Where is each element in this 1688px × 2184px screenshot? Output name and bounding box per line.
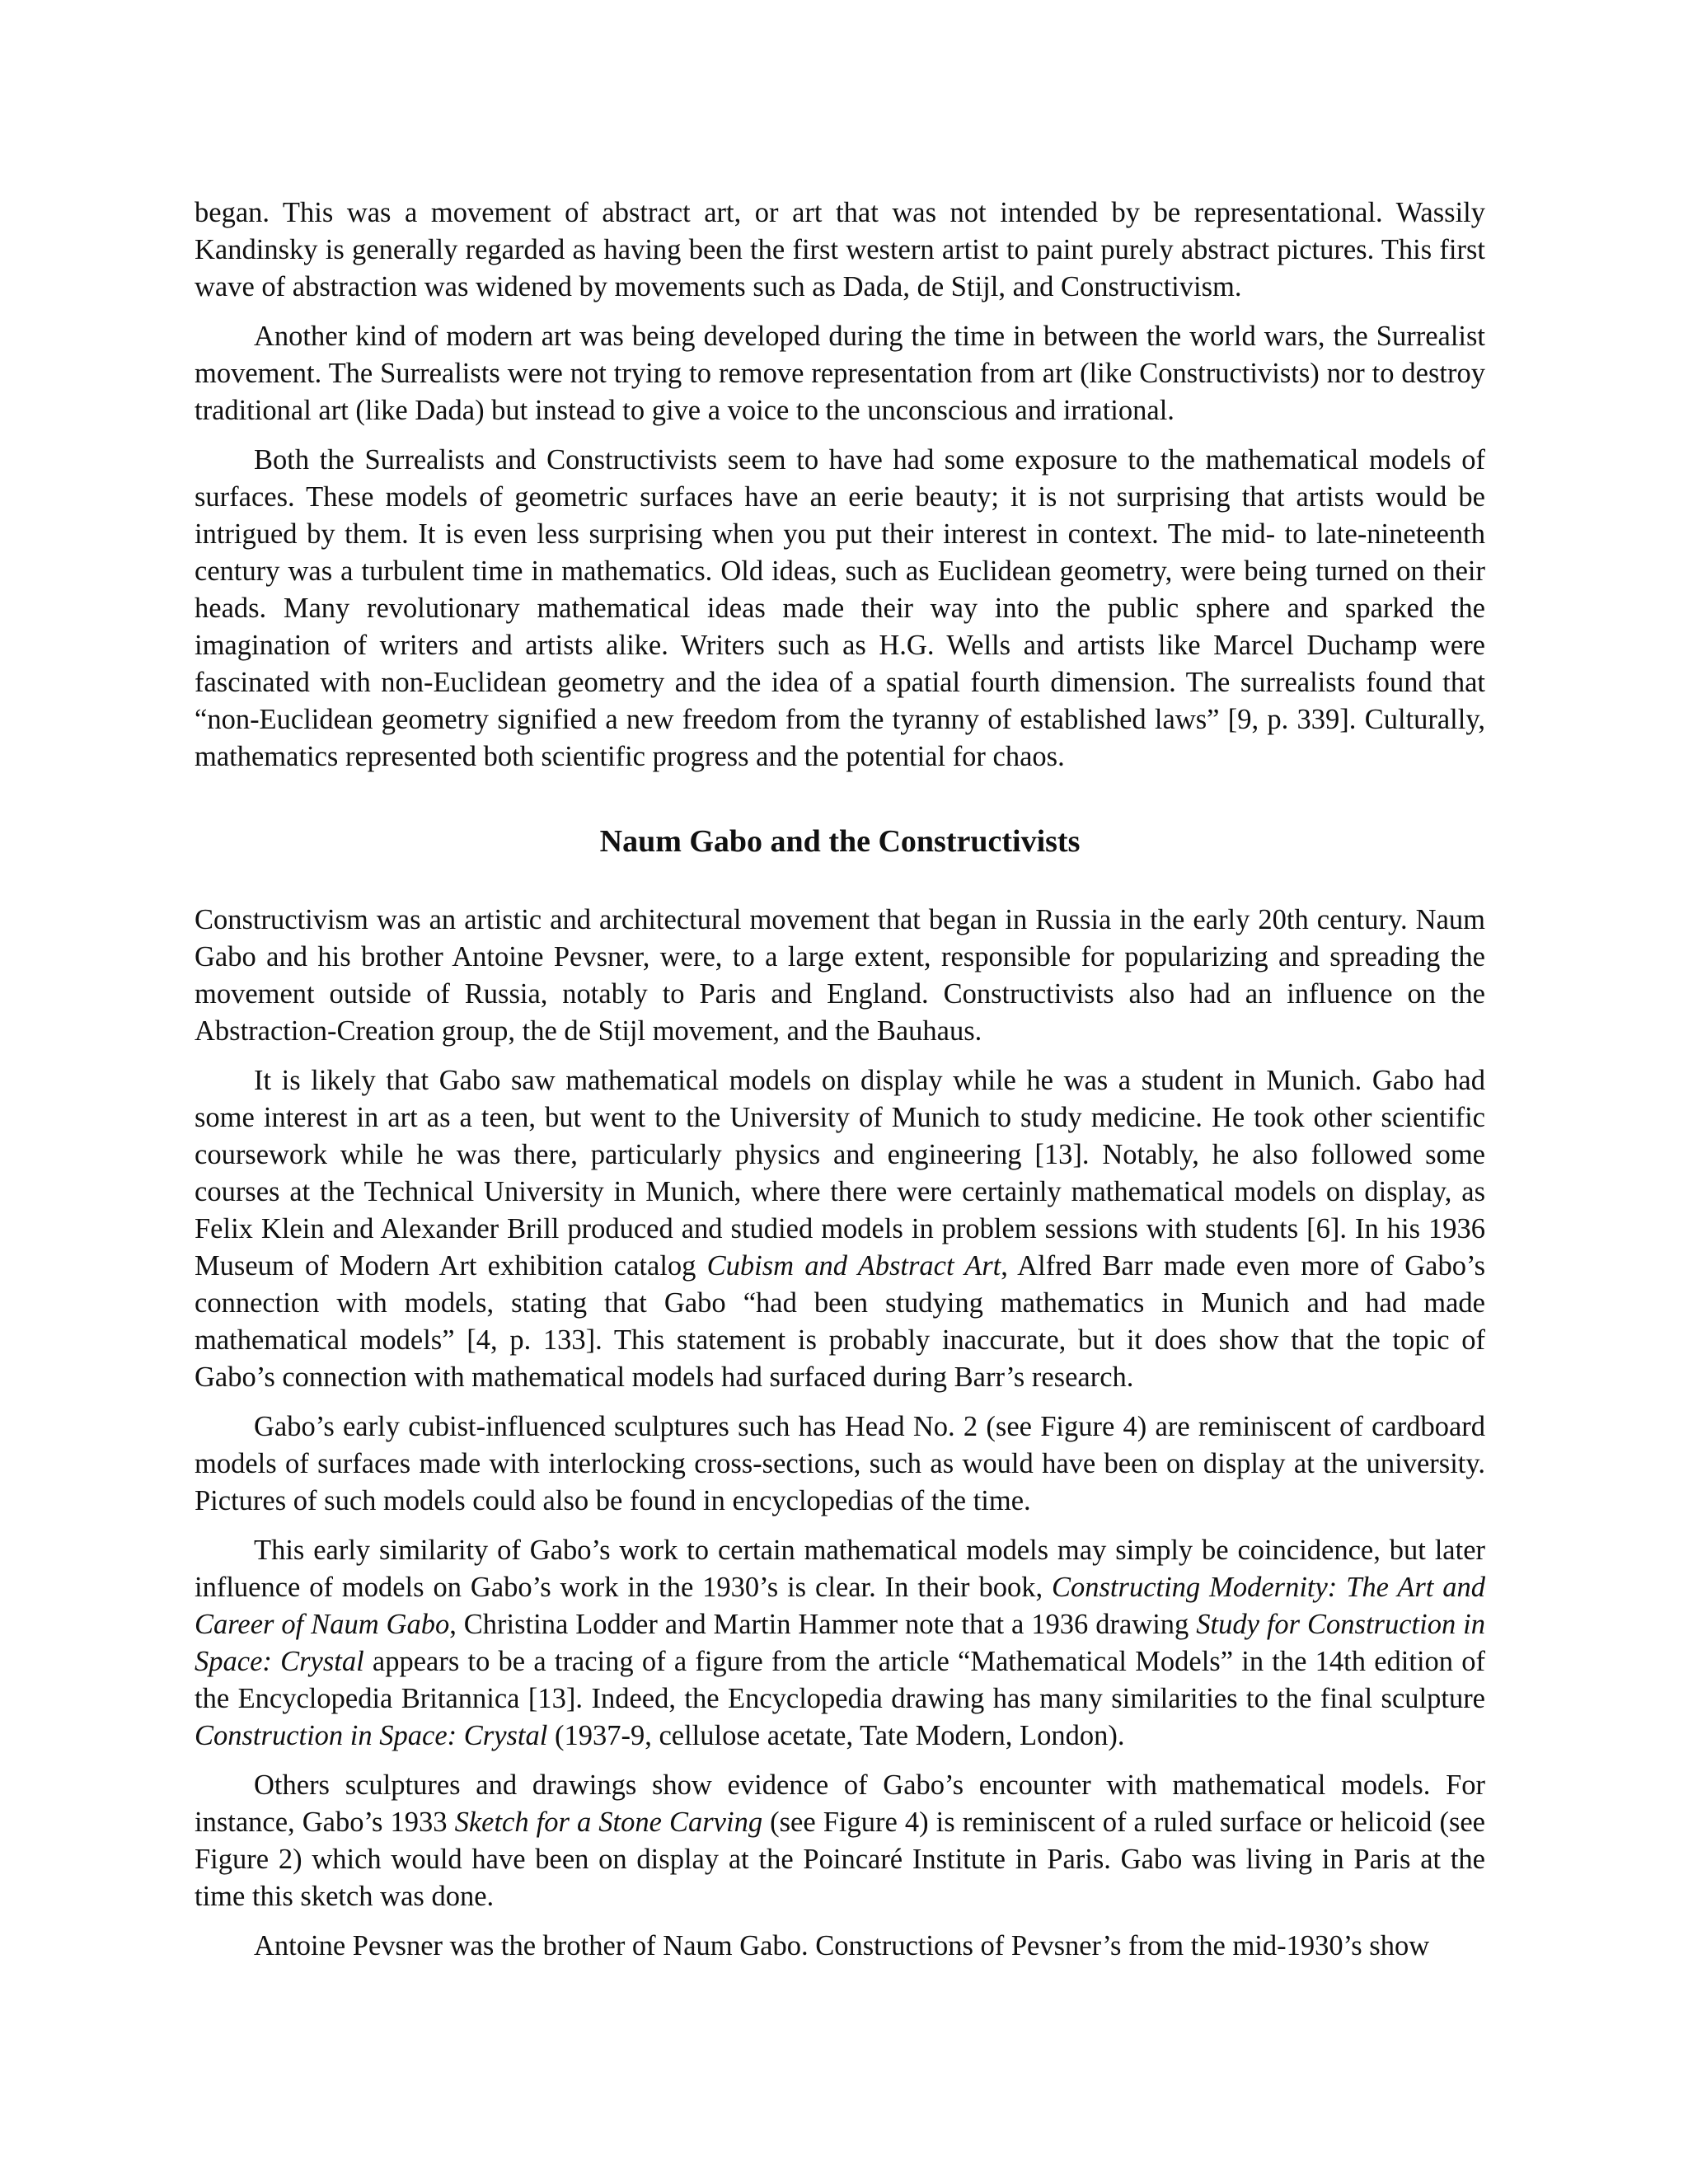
paragraph-constructivism: Constructivism was an artistic and architectural movement that began in Russia in the early 20th century. Naum Gabo and his brother Antoine Pevsner, were, to a large extent, responsible for popularizing and spreading the movement outside of Russia, notably to Paris and England. Constructivists also had an influence on the Abstraction-Creation group, the de Stijl movement, and the Bauhaus.: [195, 904, 1485, 1047]
text-run: (see Figure 4) is reminiscent of a ruled surface or helicoid (see Figure 2) which would have been on display at the Poincaré Institute in Paris. Gabo was living in Paris at the time this sketch was done.: [195, 1807, 1485, 1912]
text-run: This early similarity of Gabo’s work to certain mathematical models may simply be coincidence, but later influence of models on Gabo’s work in the 1930’s is clear. In their book,: [195, 1535, 1485, 1603]
book-title: Cubism and Abstract Art: [706, 1250, 1001, 1282]
page-body: [195, 194, 1485, 1977]
book-title: Constructing Modernity: The Art and Career of Naum Gabo: [195, 1572, 1485, 1640]
paragraph-abstract-art: began. This was a movement of abstract art, or art that was not intended by be representational. Wassily Kandinsky is generally regarded as having been the first western artist to paint purely abstract pictures. This first wave of abstraction was widened by movements such as Dada, de Stijl, and Constructivism.: [195, 197, 1485, 302]
paragraph-surrealist-movement: Another kind of modern art was being developed during the time in between the world wars, the Surrealist movement. The Surrealists were not trying to remove representation from art (like Constructivists) nor to destroy traditional art (like Dada) but instead to give a voice to the unconscious and irrational.: [195, 321, 1485, 426]
paragraph-stone-carving: [195, 1767, 1485, 1915]
paragraph-encyclopedia: [195, 1532, 1485, 1755]
paragraph-pevsner: Antoine Pevsner was the brother of Naum Gabo. Constructions of Pevsner’s from the mid-1930’s show: [254, 1930, 1430, 1961]
artwork-title: Construction in Space: Crystal: [195, 1720, 548, 1751]
section-heading: Naum Gabo and the Constructivists: [599, 824, 1081, 859]
text-run: , Alfred Barr made even more of Gabo’s connection with models, stating that Gabo “had been studying mathematics in Munich and had made mathematical models” [4, p. 133]. This statement is probably inaccurate, but it does show that the topic of Gabo’s connection with mathematical models had surfaced during Barr’s research.: [195, 1250, 1485, 1393]
text-run: Others sculptures and drawings show evidence of Gabo’s encounter with mathematical models. For instance, Gabo’s 1933: [195, 1769, 1485, 1838]
paragraph-mathematical-models: Both the Surrealists and Constructivists seem to have had some exposure to the mathematical models of surfaces. These models of geometric surfaces have an eerie beauty; it is not surprising that artists would be intrigued by them. It is even less surprising when you put their interest in context. The mid- to late-nineteenth century was a turbulent time in mathematics. Old ideas, such as Euclidean geometry, were being turned on their heads. Many revolutionary mathematical ideas made their way into the public sphere and sparked the imagination of writers and artists alike. Writers such as H.G. Wells and artists like Marcel Duchamp were fascinated with non-Euclidean geometry and the idea of a spatial fourth dimension. The surrealists found that “non-Euclidean geometry signified a new freedom from the tyranny of established laws” [9, p. 339]. Culturally, mathematics represented both scientific progress and the potential for chaos.: [195, 444, 1485, 772]
text-run: (1937-9, cellulose acetate, Tate Modern, London).: [547, 1720, 1125, 1751]
artwork-title: Study for Construction in Space: Crystal: [195, 1609, 1485, 1677]
text-run: appears to be a tracing of a figure from the article “Mathematical Models” in the 14th edition of the Encyclopedia Britannica [13]. Indeed, the Encyclopedia drawing has many similarities to the final sculpture: [195, 1646, 1485, 1714]
artwork-title: Sketch for a Stone Carving: [454, 1807, 763, 1838]
paragraph-gabo-munich: [195, 1062, 1485, 1396]
text-run: It is likely that Gabo saw mathematical models on display while he was a student in Munich. Gabo had some interest in art as a teen, but went to the University of Munich to study medicine. He took other scientific coursework while he was there, particularly physics and engineering [13]. Notably, he also followed some courses at the Technical University in Munich, where there were certainly mathematical models on display, as Felix Klein and Alexander Brill produced and studied models in problem sessions with students [6]. In his 1936 Museum of Modern Art exhibition catalog: [195, 1065, 1485, 1282]
text-run: , Christina Lodder and Martin Hammer note that a 1936 drawing: [449, 1609, 1197, 1640]
paragraph-cubist-sculptures: Gabo’s early cubist-influenced sculptures such has Head No. 2 (see Figure 4) are reminiscent of cardboard models of surfaces made with interlocking cross-sections, such as would have been on display at the university. Pictures of such models could also be found in encyclopedias of the time.: [195, 1411, 1485, 1516]
